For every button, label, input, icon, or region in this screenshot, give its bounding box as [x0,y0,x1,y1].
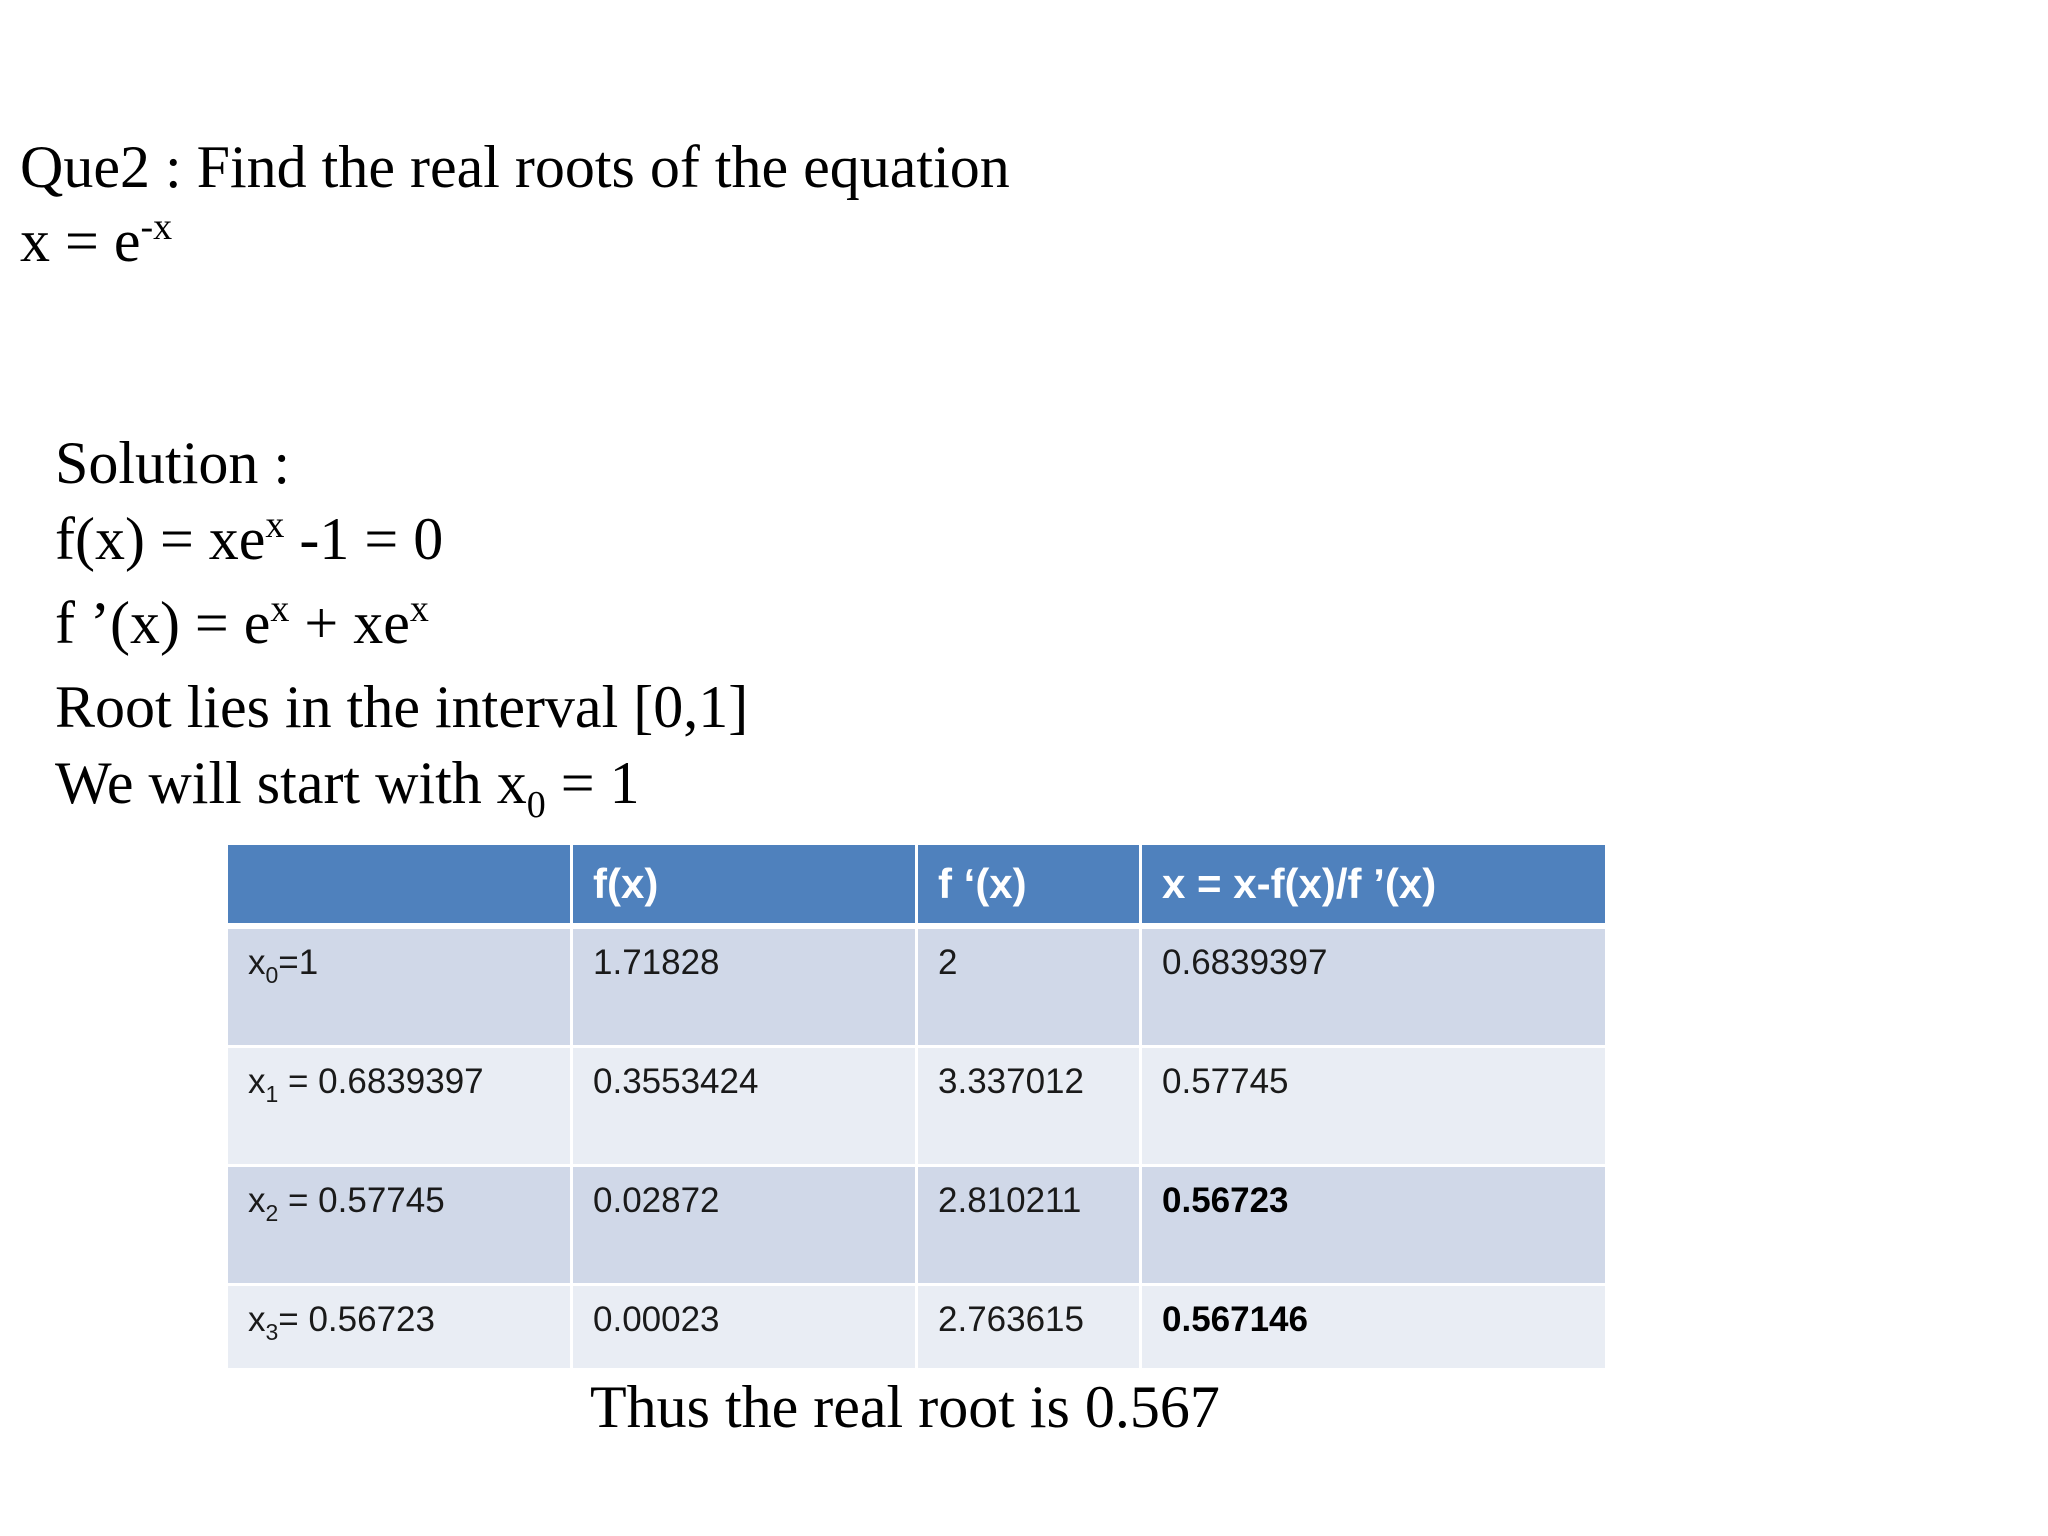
conclusion-text: Thus the real root is 0.567 [590,1374,1220,1440]
function-text-b: -1 = 0 [284,506,444,572]
row-label [227,926,572,1047]
cell-fx: 1.71828 [572,926,917,1047]
header-fpx: f ‘(x) [917,844,1141,927]
cell-fpx: 2.810211 [917,1166,1141,1285]
equation-exponent: -x [140,206,173,248]
cell-fpx: 3.337012 [917,1047,1141,1166]
row-label-base: x [248,1300,266,1339]
function-text-a: f(x) = xe [55,506,266,572]
row-label-base: x [248,1181,266,1220]
row-label-value: = 0.56723 [278,1300,435,1339]
row-label-value: =1 [278,943,319,982]
header-fx: f(x) [572,844,917,927]
table-row [227,926,1607,1047]
cell-fpx: 2 [917,926,1141,1047]
start-text-a: We will start with x [55,750,527,816]
row-label [227,1285,572,1370]
derivative-text-a: f ’(x) = e [55,590,271,656]
derivative-definition [55,585,748,669]
table-row [227,1047,1607,1166]
question-block [20,130,1010,286]
cell-xnew: 0.6839397 [1141,926,1607,1047]
header-label [227,844,572,927]
interval-statement: Root lies in the interval [0,1] [55,674,749,740]
header-xnew: x = x-f(x)/f ’(x) [1141,844,1607,927]
solution-block [55,425,748,829]
cell-fx: 0.3553424 [572,1047,917,1166]
function-definition [55,501,748,585]
table-row [227,1166,1607,1285]
derivative-exponent-1: x [270,588,290,630]
cell-fx: 0.00023 [572,1285,917,1370]
table-row [227,1285,1607,1370]
row-label [227,1047,572,1166]
solution-heading: Solution : [55,430,291,496]
row-label-subscript: 2 [265,1200,279,1226]
start-statement [55,745,748,829]
equation-base: x = e [20,208,141,274]
cell-fx: 0.02872 [572,1166,917,1285]
cell-fpx: 2.763615 [917,1285,1141,1370]
iteration-table [225,842,1608,1371]
row-label-subscript: 0 [265,962,279,988]
row-label-base: x [248,943,266,982]
row-label [227,1166,572,1285]
cell-xnew: 0.56723 [1141,1166,1607,1285]
row-label-value: = 0.6839397 [278,1062,484,1101]
cell-xnew: 0.57745 [1141,1047,1607,1166]
start-text-b: = 1 [545,750,640,816]
cell-xnew: 0.567146 [1141,1285,1607,1370]
row-label-base: x [248,1062,266,1101]
derivative-exponent-2: x [409,588,429,630]
derivative-text-b: + xe [289,590,410,656]
question-equation [20,204,1010,286]
function-exponent: x [265,504,285,546]
row-label-subscript: 1 [265,1081,279,1107]
start-subscript: 0 [526,784,546,826]
row-label-value: = 0.57745 [278,1181,445,1220]
question-title: Que2 : Find the real roots of the equation [20,134,1010,200]
table-header-row [227,844,1607,927]
row-label-subscript: 3 [265,1319,279,1345]
